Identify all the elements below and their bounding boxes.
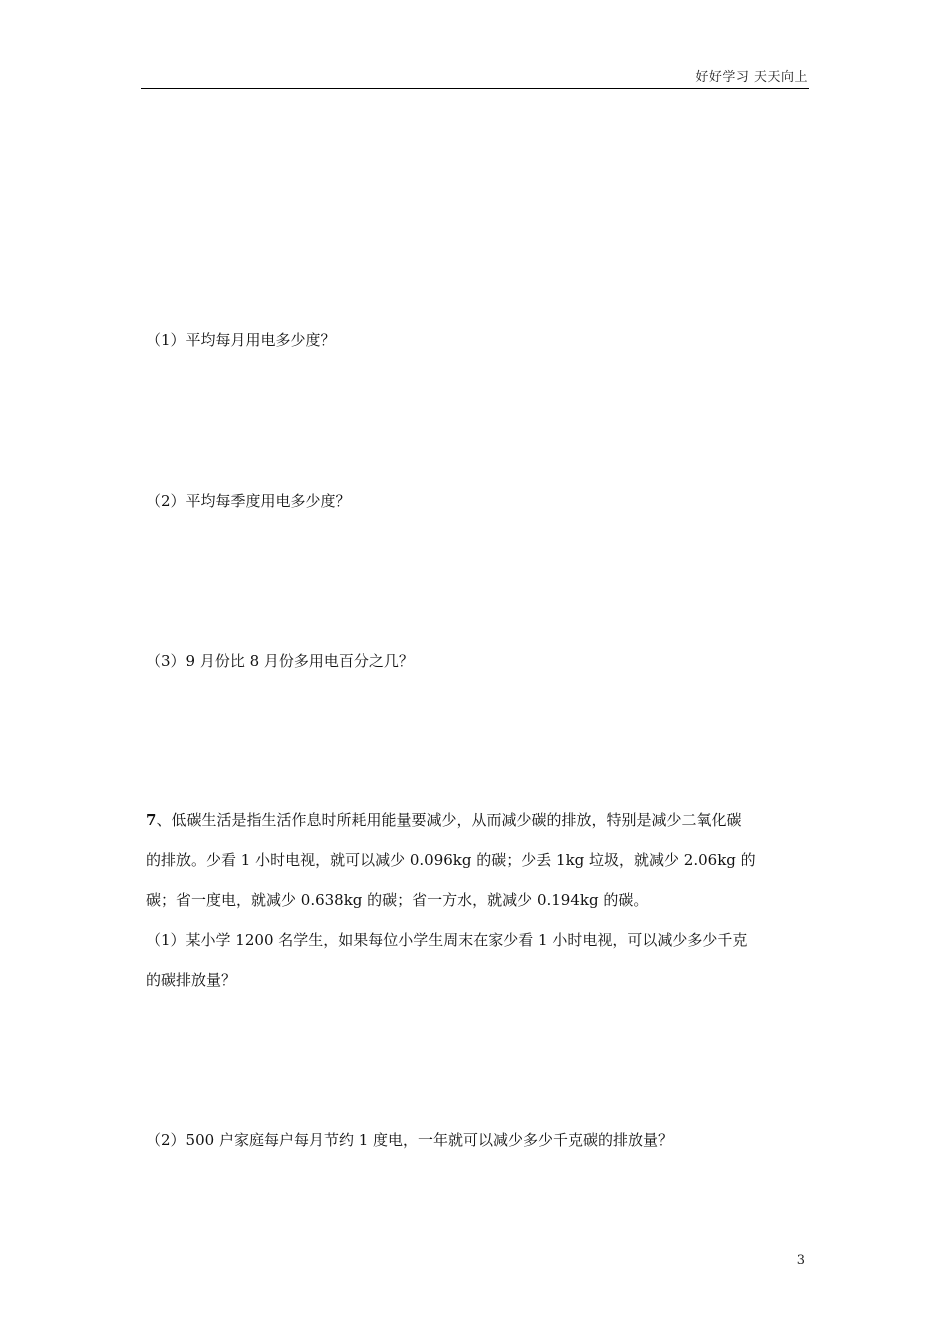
q7-sub1-line-1: （1）某小学 1200 名学生，如果每位小学生周末在家少看 1 小时电视，可以减少多少千克: [146, 931, 748, 949]
q7-intro-line-3: 碳；省一度电，就减少 0.638kg 的碳；省一方水，就减少 0.194kg 的碳。: [146, 891, 649, 909]
q7-number: 7: [146, 811, 157, 829]
page-number: 3: [796, 1253, 805, 1268]
header-divider: [141, 88, 809, 89]
q7-sub2-text: （2）500 户家庭每户每月节约 1 度电，一年就可以减少多少千克碳的排放量？: [146, 1131, 674, 1149]
header-motto: 好好学习 天天向上: [695, 70, 808, 85]
q6-sub1-text: （1）平均每月用电多少度？: [146, 331, 336, 349]
q7-sub1-line-2: 的碳排放量？: [146, 971, 237, 989]
q7-intro-line-2: 的排放。少看 1 小时电视，就可以减少 0.096kg 的碳；少丢 1kg 垃圾，就减少 2.06kg 的: [146, 851, 756, 869]
q7-intro-line-1: [146, 810, 741, 830]
q6-sub2-text: （2）平均每季度用电多少度？: [146, 492, 351, 510]
q7-intro-text-1: 、低碳生活是指生活作息时所耗用能量要减少，从而减少碳的排放，特别是减少二氧化碳: [156, 811, 742, 829]
q6-sub3-text: （3）9 月份比 8 月份多用电百分之几？: [146, 652, 414, 670]
